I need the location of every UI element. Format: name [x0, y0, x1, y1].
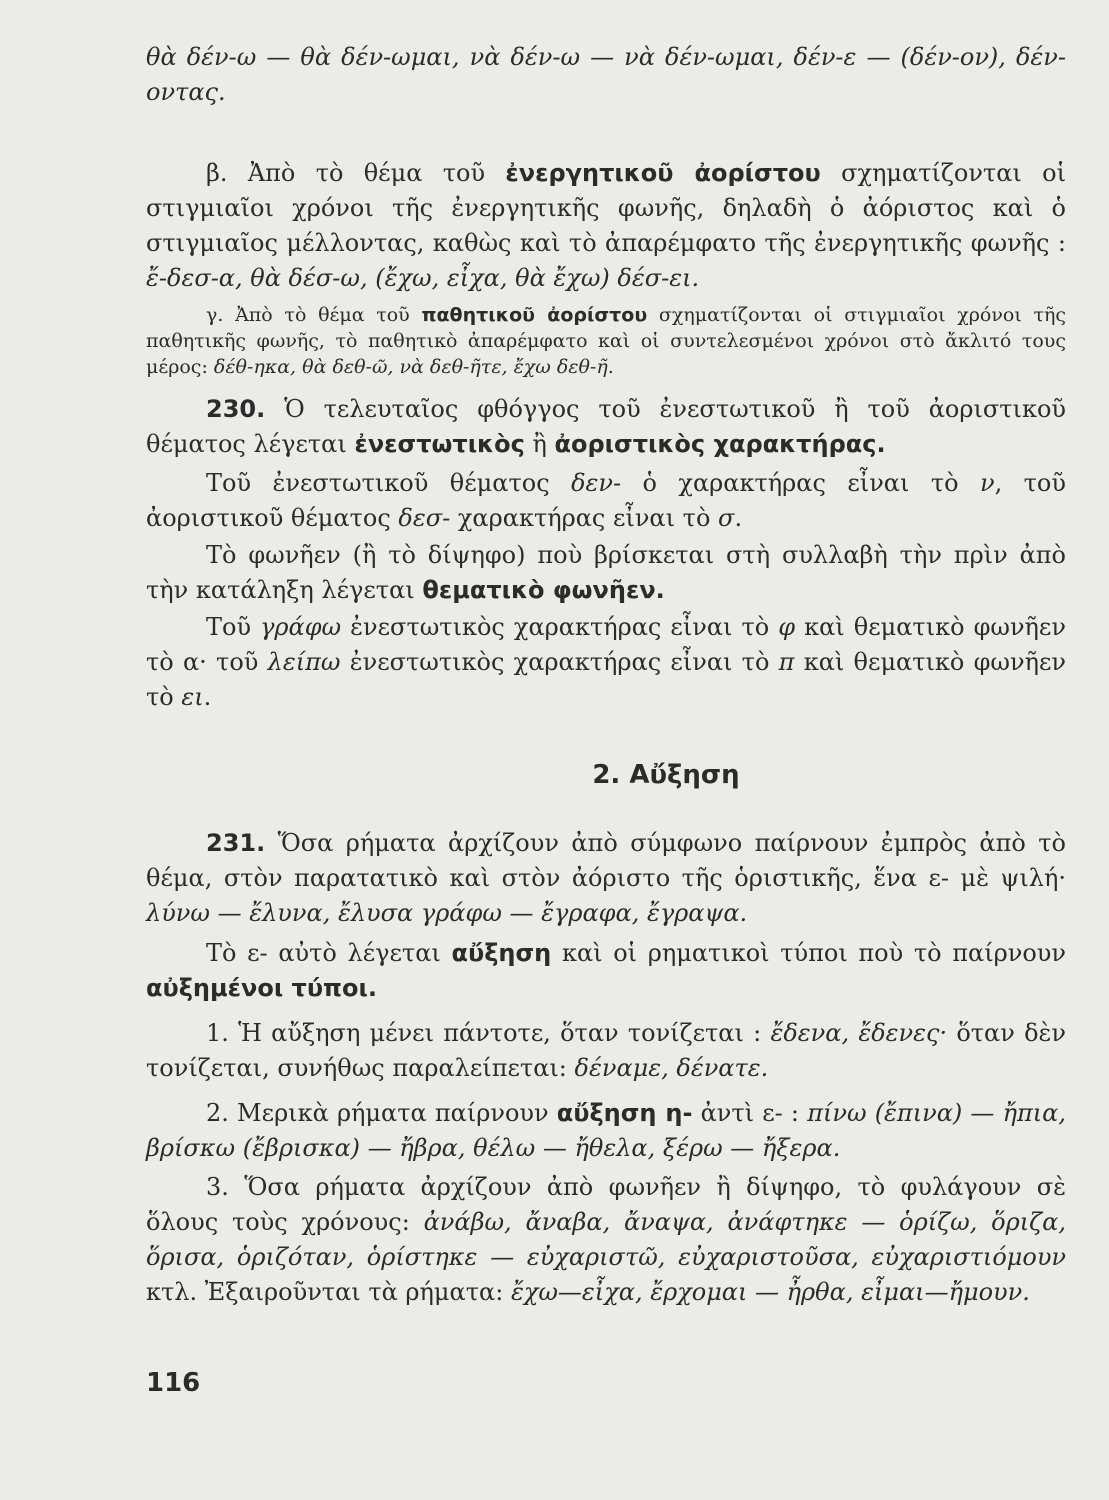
section-231-augment-definition: Τὸ ε- αὐτὸ λέγεται αὔξηση καὶ οἱ ρηματικοὶ τύποι ποὺ τὸ παίρνουν αὐξημένοι τύποι. — [146, 939, 1066, 1002]
section-number: 231. — [206, 829, 266, 857]
rule-item-3: 3. Ὅσα ρήματα ἀρχίζουν ἀπὸ φωνῆεν ἢ δίψηφο, τὸ φυλάγουν σὲ ὅλους τοὺς χρόνους: ἀνάβω, ἄναβα, ἄναψα, ἀνάφτηκε — ὁρίζω, ὅριζα, ὅρισα, ὁριζόταν, ὁρίστηκε — εὐχαριστῶ, εὐχαριστοῦσα, εὐχαριστιόμουν κτλ. Ἐξαιροῦνται τὰ ρήματα: ἔχω—εἶχα, ἔρχομαι — ἦρθα, εἶμαι—ἤμουν. — [146, 1173, 1066, 1306]
beta-paragraph: β. Ἀπὸ τὸ θέμα τοῦ ἐνεργητικοῦ ἀορίστου σχηματίζονται οἱ στιγμιαῖοι χρόνοι τῆς ἐνεργητικῆς φωνῆς, δηλαδὴ ὁ ἀόριστος καὶ ὁ στιγμιαῖος μέλλοντας, καθὼς καὶ τὸ ἀπαρέμφατο τῆς ἐνεργητικῆς φωνῆς : ἔ-δεσ-α, θὰ δέσ-ω, (ἔχω, εἶχα, θὰ ἔχω) δέσ-ει. — [146, 159, 1066, 292]
rule-item-1: 1. Ἡ αὔξηση μένει πάντοτε, ὅταν τονίζεται : ἔδενα, ἔδενες· ὅταν δὲν τονίζεται, συνήθως παραλείπεται: δέναμε, δένατε. — [146, 1019, 1066, 1082]
section-number: 230. — [206, 395, 266, 423]
section-230-examples: Τοῦ γράφω ἐνεστωτικὸς χαρακτήρας εἶναι τὸ φ καὶ θεματικὸ φωνῆεν τὸ α· τοῦ λείπω ἐνεστωτικὸς χαρακτήρας εἶναι τὸ π καὶ θεματικὸ φωνῆεν τὸ ει. — [146, 613, 1066, 711]
section-231-paragraph: 231. Ὅσα ρήματα ἀρχίζουν ἀπὸ σύμφωνο παίρνουν ἐμπρὸς ἀπὸ τὸ θέμα, στὸν παρατατικὸ καὶ στὸν ἀόριστο τῆς ὁριστικῆς, ἕνα ε- μὲ ψιλή· λύνω — ἔλυνα, ἔλυσα γράφω — ἔγραφα, ἔγραψα. — [146, 829, 1066, 927]
section-230-thematic-vowel: Τὸ φωνῆεν (ἢ τὸ δίψηφο) ποὺ βρίσκεται στὴ συλλαβὴ τὴν πρὶν ἀπὸ τὴν κατάληξη λέγεται θεματικὸ φωνῆεν. — [146, 541, 1066, 604]
section-heading: 2. Αὔξηση — [592, 760, 740, 790]
gamma-paragraph: γ. Ἀπὸ τὸ θέμα τοῦ παθητικοῦ ἀορίστου σχηματίζονται οἱ στιγμιαῖοι χρόνοι τῆς παθητικῆς φωνῆς, τὸ παθητικὸ ἀπαρέμφατο καὶ οἱ συντελεσμένοι χρόνοι στὸ ἄκλιτό τους μέρος: δέθ-ηκα, θὰ δεθ-ῶ, νὰ δεθ-ῆτε, ἔχω δεθ-ῆ. — [146, 304, 1067, 378]
intro-paragraph: θὰ δέν-ω — θὰ δέν-ωμαι, νὰ δέν-ω — νὰ δέν-ωμαι, δέν-ε — (δέν-ον), δέν-οντας. — [146, 43, 1066, 106]
page-number: 116 — [146, 1368, 201, 1398]
section-230-characters: Τοῦ ἐνεστωτικοῦ θέματος δεν- ὁ χαρακτήρας εἶναι τὸ ν, τοῦ ἀοριστικοῦ θέματος δεσ- χαρακτήρας εἶναι τὸ σ. — [146, 469, 1066, 532]
rule-item-2: 2. Μερικὰ ρήματα παίρνουν αὔξηση η- ἀντὶ ε- : πίνω (ἔπινα) — ἤπια, βρίσκω (ἔβρισκα) — ἤβρα, θέλω — ἤθελα, ξέρω — ἤξερα. — [146, 1099, 1066, 1162]
section-230-paragraph: 230. Ὁ τελευταῖος φθόγγος τοῦ ἐνεστωτικοῦ ἢ τοῦ ἀοριστικοῦ θέματος λέγεται ἐνεστωτικὸς ἢ ἀοριστικὸς χαρακτήρας. — [146, 395, 1066, 458]
